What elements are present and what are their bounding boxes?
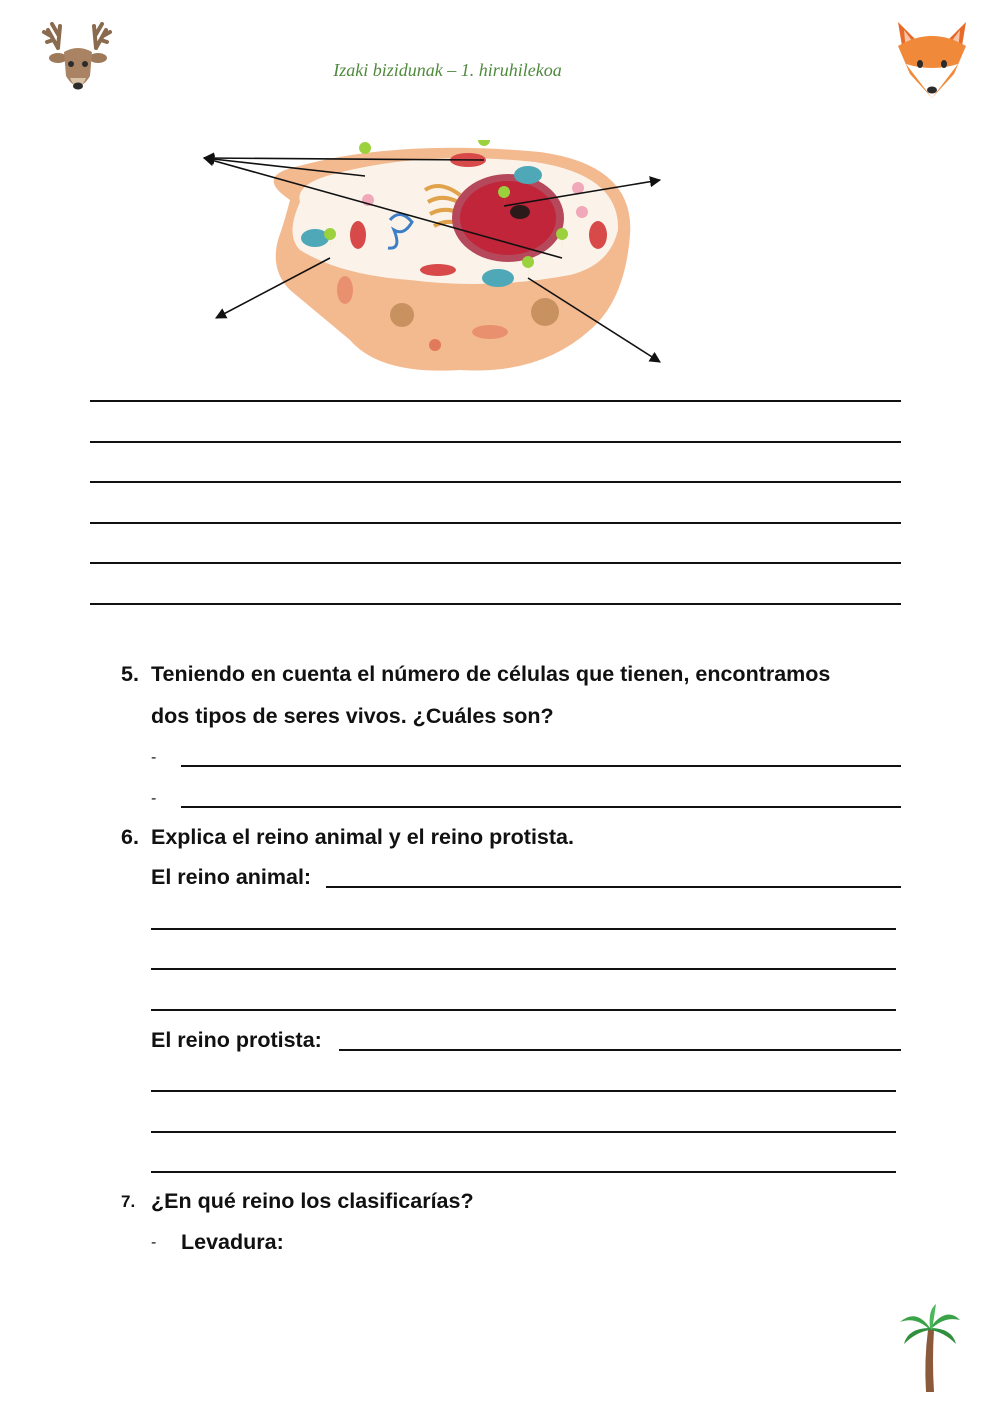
page-header-title: Izaki bizidunak – 1. hiruhilekoa xyxy=(333,60,562,80)
deer-head-icon xyxy=(38,18,118,98)
answer-line[interactable] xyxy=(90,400,901,402)
question-5-line-2: dos tipos de seres vivos. ¿Cuáles son? xyxy=(151,704,554,728)
answer-line[interactable] xyxy=(151,1009,896,1011)
answer-line[interactable] xyxy=(151,968,896,970)
answer-line[interactable] xyxy=(151,928,896,930)
question-5-line-1: Teniendo en cuenta el número de células que tienen, encontramos xyxy=(151,662,831,686)
bullet-dash: - xyxy=(151,790,157,807)
levadura-label: Levadura: xyxy=(181,1230,284,1254)
answer-line[interactable] xyxy=(90,441,901,443)
question-5-number: 5. xyxy=(121,662,139,686)
question-7-title: ¿En qué reino los clasificarías? xyxy=(151,1189,474,1213)
reino-protista-label: El reino protista: xyxy=(151,1028,322,1052)
answer-line[interactable] xyxy=(181,806,901,808)
question-7-number: 7. xyxy=(121,1192,136,1211)
answer-line[interactable] xyxy=(151,1171,896,1173)
answer-line[interactable] xyxy=(151,1090,896,1092)
answer-line[interactable] xyxy=(90,603,901,605)
bullet-dash: - xyxy=(151,1234,157,1251)
answer-line[interactable] xyxy=(151,1131,896,1133)
bullet-dash: - xyxy=(151,749,157,766)
reino-animal-label: El reino animal: xyxy=(151,865,312,889)
answer-line[interactable] xyxy=(339,1049,901,1051)
answer-line[interactable] xyxy=(90,481,901,483)
question-6-title: Explica el reino animal y el reino protista. xyxy=(151,825,574,849)
answer-line[interactable] xyxy=(90,522,901,524)
answer-line[interactable] xyxy=(90,562,901,564)
palm-tree-icon xyxy=(898,1300,962,1396)
answer-line[interactable] xyxy=(181,765,901,767)
animal-cell-illustration xyxy=(190,140,680,380)
answer-line[interactable] xyxy=(326,886,901,888)
fox-head-icon xyxy=(892,16,972,102)
question-6-number: 6. xyxy=(121,825,139,849)
